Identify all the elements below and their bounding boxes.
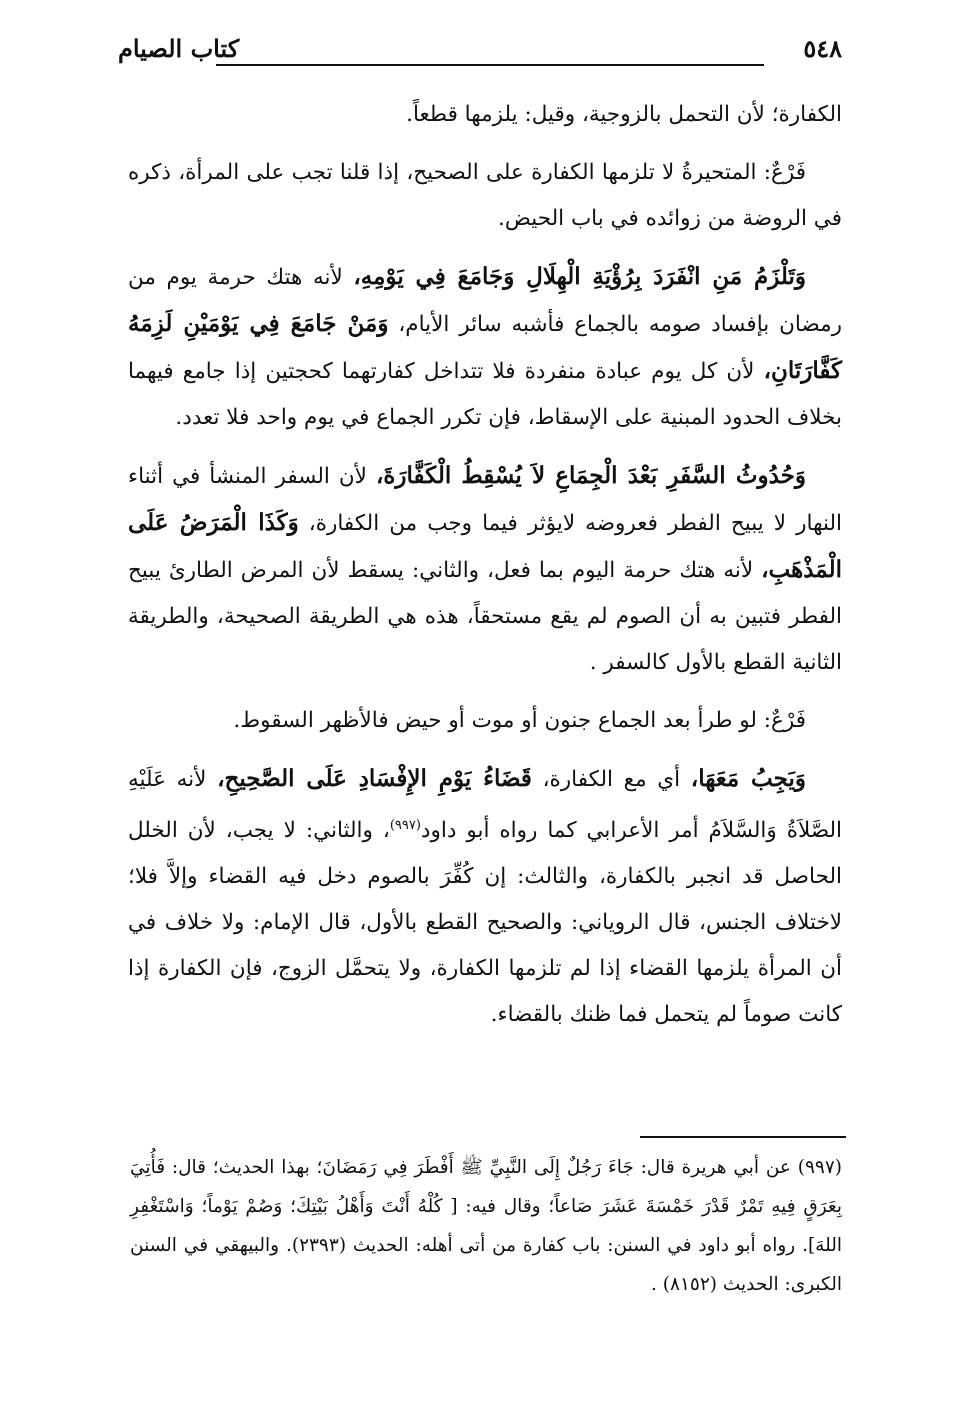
matn-text: وَمَنْ جَامَعَ فِي يَوْمَيْنِ لَزِمَهُ كَفَّارَتَانِ، (128, 310, 842, 384)
matn-text: وَتَلْزَمُ مَنِ انْفَرَدَ بِرُؤْيَةِ الْهِلَالِ وَجَامَعَ فِي يَوْمِهِ، (353, 263, 807, 290)
footnote-separator (640, 1136, 846, 1138)
paragraph-4 (128, 453, 842, 686)
paragraph-1 (128, 92, 842, 138)
matn-text: وَيَجِبُ مَعَهَا، (690, 765, 806, 792)
paragraph-3 (128, 254, 842, 441)
paragraph-2 (128, 150, 842, 242)
paragraph-6 (128, 756, 842, 1038)
sharh-text: لأنه هتك حرمة اليوم بما فعل، والثاني: يسقط لأن المرض الطارئ يبيح الفطر فتبين به أن الصوم لم يقع مستحقاً، هذه هي الطريقة الصحيحة، والطريقة الثانية القطع بالأول كالسفر . (128, 558, 842, 675)
footnote-ref: (٩٩٧) (389, 818, 421, 833)
main-text (128, 92, 842, 1050)
matn-text: وَحُدُوثُ السَّفَرِ بَعْدَ الْجِمَاعِ لاَ يُسْقِطُ الْكَفَّارَةَ، (375, 462, 806, 489)
book-title: كتاب الصيام (118, 34, 240, 63)
header-rule (216, 64, 764, 66)
page-number: ٥٤٨ (803, 34, 842, 63)
footnote (130, 1148, 842, 1304)
sharh-text: أي مع الكفارة، (531, 767, 691, 792)
paragraph-2-text: المتحيرةُ لا تلزمها الكفارة على الصحيح، إذا قلنا تجب على المرأة، ذكره في الروضة من زوائده في باب الحيض. (128, 160, 842, 231)
branch-label: فَرْعٌ: (763, 160, 806, 185)
sharh-text: لأنه عَلَيْهِ الصَّلاَةُ وَالسَّلاَمُ أمر الأعرابي كما رواه أبو داود (128, 767, 842, 844)
sharh-text: لأن السفر المنشأ في أثناء النهار لا يبيح الفطر فعروضه لايؤثر فيما وجب من الكفارة، (128, 464, 842, 536)
sharh-text: ، والثاني: لا يجب، لأن الخلل الحاصل قد انجبر بالكفارة، والثالث: إن كُفِّرَ بالصوم دخل فيه القضاء وإلاَّ فلا؛ لاختلاف الجنس، قال الروياني: والصحيح القطع بالأول، قال الإمام: ولا خلاف في أن المرأة يلزمها القضاء إذا لم تلزمها الكفارة، ولا يتحمَّل الزوج، فإن الكفارة إذا كانت صوماً لم يتحمل فما ظنك بالقضاء. (128, 818, 842, 1028)
sharh-text: لأنه هتك حرمة يوم من رمضان بإفساد صومه بالجماع فأشبه سائر الأيام، (128, 265, 842, 337)
branch-label: فَرْعٌ: (763, 708, 806, 733)
footnote-text: (٩٩٧) عن أبي هريرة قال: جَاءَ رَجُلٌ إِلَى النَّبِيِّ ﷺ أَفْطَرَ فِي رَمَضَانَ؛ بهذا الحديث؛ قال: فَأُتِيَ بِعَرَقٍ فِيهِ تَمْرٌ قَدْرَ خَمْسَةَ عَشَرَ صَاعاً؛ وقال فيه: [ كُلْهُ أَنْتَ وَأَهْلُ بَيْتِكَ؛ وَصُمْ يَوْماً؛ وَاسْتَغْفِرِ اللهَ]. رواه أبو داود في السنن: باب كفارة من أتى أهله: الحديث (٢٣٩٣). والبيهقي في السنن الكبرى: الحديث (٨١٥٢) . (130, 1157, 842, 1295)
page-header (118, 34, 842, 74)
sharh-text: لأن كل يوم عبادة منفردة فلا تتداخل كفارتهما كحجتين إذا جامع فيهما بخلاف الحدود المبنية على الإسقاط، فإن تكرر الجماع في يوم واحد فلا تعدد. (128, 359, 842, 430)
paragraph-5 (128, 698, 842, 744)
paragraph-1-text: الكفارة؛ لأن التحمل بالزوجية، وقيل: يلزمها قطعاً. (406, 102, 842, 127)
matn-text: قَضَاءُ يَوْمِ الإِفْسَادِ عَلَى الصَّحِيحِ، (217, 765, 532, 792)
matn-text: وَكَذَا الْمَرَضُ عَلَى الْمَذْهَبِ، (128, 509, 842, 583)
paragraph-5-text: لو طرأ بعد الجماع جنون أو موت أو حيض فالأظهر السقوط. (233, 708, 764, 733)
